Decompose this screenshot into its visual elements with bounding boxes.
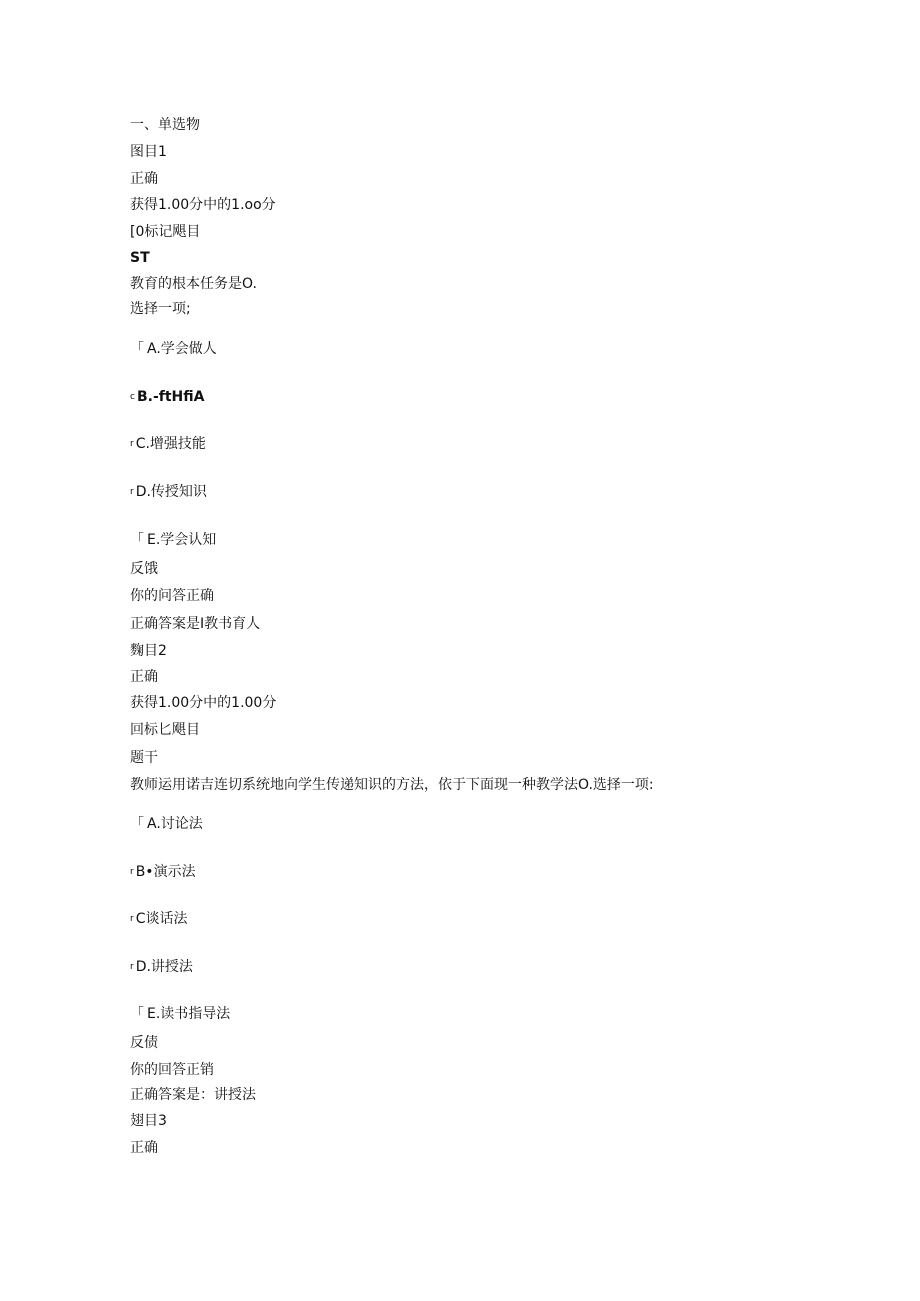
answer-option[interactable] [130, 910, 187, 928]
question-status: 正确 [130, 1140, 158, 1156]
flag-question-link[interactable]: 回标匕飓目 [130, 722, 200, 738]
feedback-text: 你的回答正销 [130, 1062, 214, 1078]
question-label: 翅目3 [130, 1113, 167, 1129]
answer-option[interactable] [130, 1005, 230, 1023]
section-title: 一、单选物 [130, 117, 200, 133]
option-label: A.学会做人 [147, 341, 217, 357]
option-label: B.-ftHfiA [136, 389, 205, 405]
answer-option[interactable] [130, 435, 206, 453]
question-prompt: 选择一项; [130, 301, 191, 317]
question-stem-label: 题干 [130, 750, 158, 766]
radio-icon[interactable]: r [130, 439, 134, 449]
option-label: E.读书指导法 [147, 1006, 231, 1022]
radio-icon[interactable]: 「 [130, 816, 144, 832]
feedback-text: 你的问答正确 [130, 588, 214, 604]
option-label: B•演示法 [135, 864, 196, 880]
option-label: C谈话法 [135, 911, 188, 927]
radio-icon[interactable]: r [130, 487, 134, 497]
answer-option[interactable] [130, 815, 203, 833]
radio-icon[interactable]: r [130, 962, 134, 972]
answer-option[interactable] [130, 340, 217, 358]
answer-option[interactable] [130, 483, 207, 501]
flag-question-link[interactable]: [0标记飓目 [130, 224, 201, 240]
option-label: C.增强技能 [135, 436, 206, 452]
option-label: D.讲授法 [135, 959, 193, 975]
question-status: 正确 [130, 171, 158, 187]
answer-option[interactable] [130, 531, 216, 549]
answer-option[interactable] [130, 388, 204, 406]
question-stem: 教师运用诺吉连切系统地向学生传递知识的方法，依于下面现一种教学法O.选择一项: [130, 777, 654, 793]
question-status: 正确 [130, 669, 158, 685]
answer-option[interactable] [130, 958, 193, 976]
question-stem: 教育的根本任务是O. [130, 276, 257, 292]
radio-icon[interactable]: r [130, 914, 134, 924]
correct-answer: 正确答案是：讲授法 [130, 1087, 256, 1103]
option-label: D.传授知识 [135, 484, 207, 500]
question-score: 获得1.00分中的1.00分 [130, 695, 277, 711]
radio-icon[interactable]: 「 [130, 341, 144, 357]
option-label: A.讨论法 [147, 816, 203, 832]
feedback-label: 反债 [130, 1035, 158, 1051]
question-stem-label: ST [130, 250, 150, 266]
answer-option[interactable] [130, 863, 196, 881]
radio-icon[interactable]: c [130, 392, 135, 402]
radio-icon[interactable]: 「 [130, 532, 144, 548]
radio-icon[interactable]: r [130, 867, 134, 877]
question-label: 麴目2 [130, 643, 167, 659]
correct-answer: 正确答案是I教书育人 [130, 616, 261, 632]
radio-icon[interactable]: 「 [130, 1006, 144, 1022]
feedback-label: 反饿 [130, 561, 158, 577]
option-label: E.学会认知 [147, 532, 217, 548]
question-score: 获得1.00分中的1.oo分 [130, 197, 276, 213]
question-label: 图目1 [130, 144, 167, 160]
